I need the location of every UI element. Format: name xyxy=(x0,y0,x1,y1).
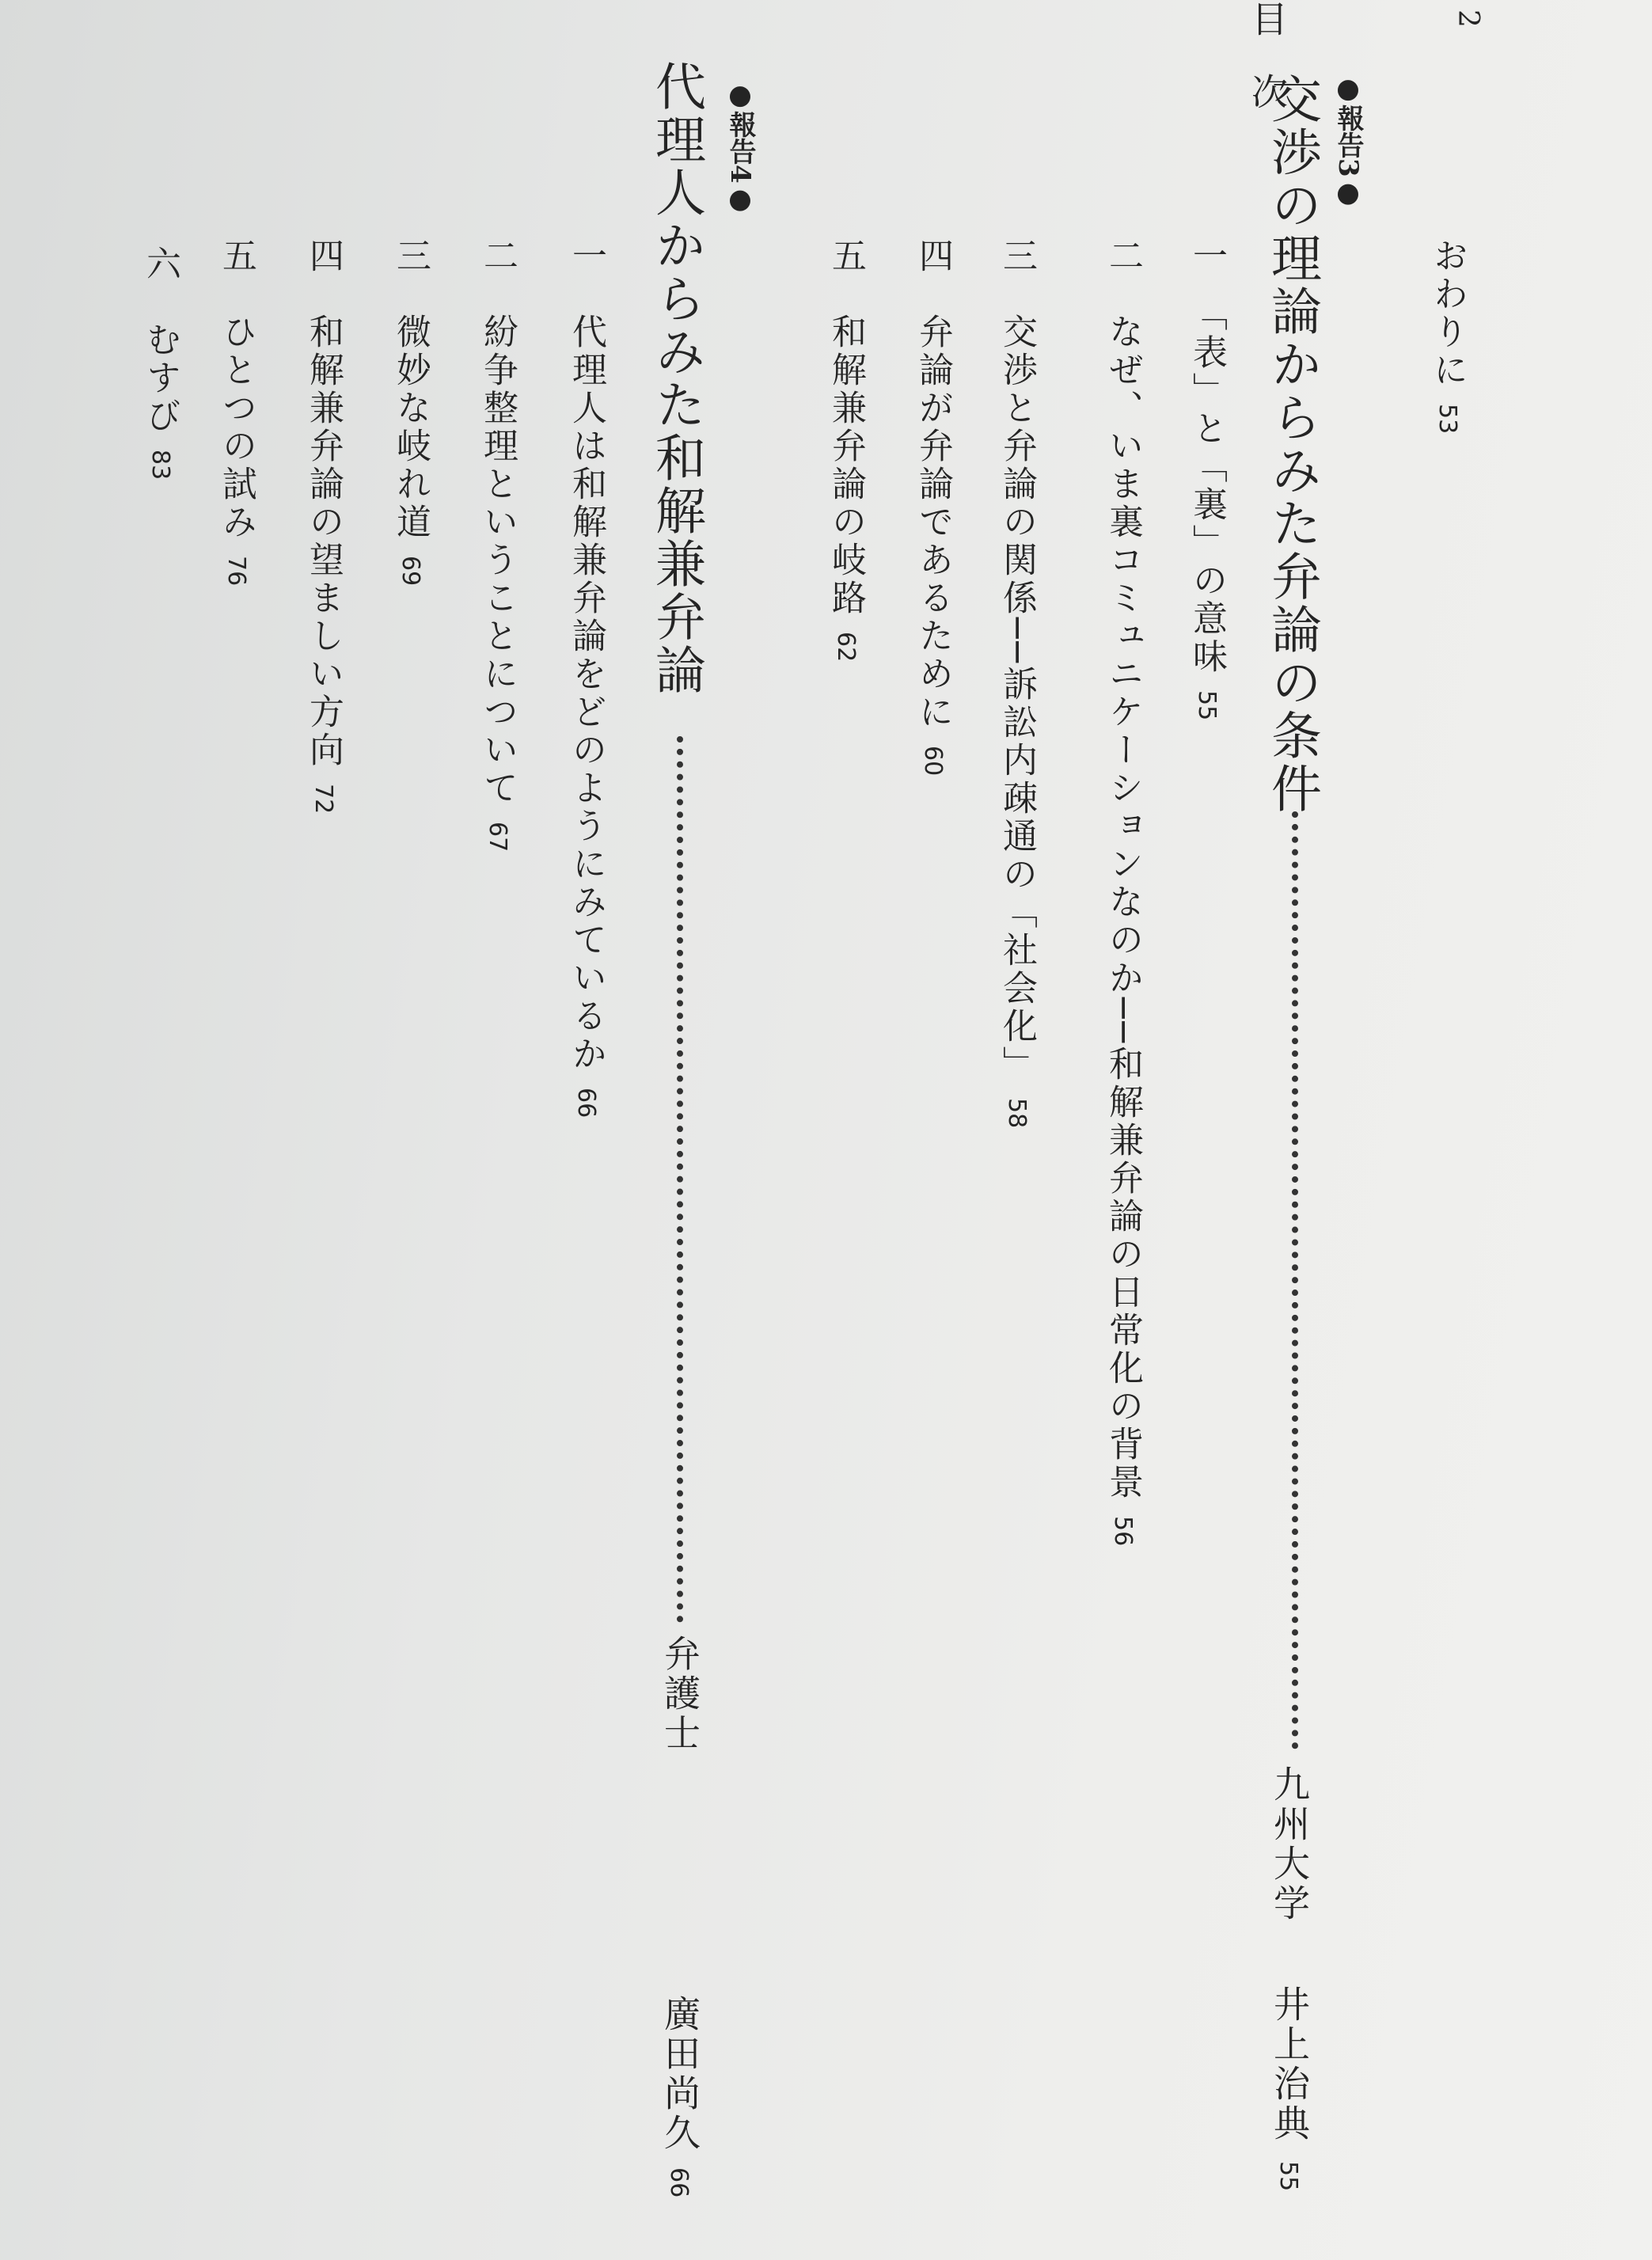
item-text: ひとつの試み xyxy=(216,313,256,541)
item-number: 一 xyxy=(1187,237,1227,275)
running-title: 目 次 xyxy=(1246,0,1289,109)
toc-item-text: おわりに xyxy=(1427,237,1468,389)
item-number: 三 xyxy=(390,237,431,275)
item-page: 67 xyxy=(484,822,511,853)
item-number: 四 xyxy=(913,237,953,275)
report3-affiliation: 九州大学 xyxy=(1268,1765,1311,1924)
report3-page: 55 xyxy=(1274,2161,1302,2192)
report4-label: ●報告4● xyxy=(724,79,756,215)
item-page: 76 xyxy=(222,556,250,587)
report4-page: 66 xyxy=(665,2167,693,2198)
item-page: 83 xyxy=(146,450,174,480)
item-page: 69 xyxy=(397,556,424,587)
item-text: 微妙な岐れ道 xyxy=(390,313,431,541)
item-page: 55 xyxy=(1193,690,1221,721)
item-text: 「表」と「裏」の意味 xyxy=(1187,313,1227,676)
item-page: 66 xyxy=(572,1088,600,1119)
item-number: 二 xyxy=(477,237,518,275)
report4-item-3 xyxy=(390,237,431,587)
report3-author: 井上治典 xyxy=(1268,1985,1311,2144)
report3-item-5 xyxy=(826,237,866,663)
report4-item-1 xyxy=(566,237,606,1119)
report3-item-1 xyxy=(1187,237,1227,721)
item-text: 和解兼弁論の岐路 xyxy=(826,313,866,617)
item-text: 代理人は和解兼弁論をどのようにみているか xyxy=(566,313,606,1073)
item-page: 62 xyxy=(832,632,860,663)
item-page: 58 xyxy=(1003,1097,1031,1129)
report4-author: 廣田尚久 xyxy=(659,1995,701,2153)
item-number: 三 xyxy=(997,237,1037,275)
item-text: 交渉と弁論の関係──訴訟内疎通の「社会化」 xyxy=(997,313,1037,1084)
item-page: 56 xyxy=(1109,1515,1137,1547)
item-text: 和解兼弁論の望ましい方向 xyxy=(303,313,344,769)
item-number: 二 xyxy=(1103,237,1143,275)
item-number: 六 xyxy=(140,245,180,283)
item-text: 紛争整理ということについて xyxy=(477,313,518,807)
item-text: なぜ、いま裏コミュニケーションなのか──和解兼弁論の日常化の背景 xyxy=(1103,313,1143,1502)
report4-affiliation: 弁護士 xyxy=(659,1635,701,1753)
report4-title: 代理人からみた和解兼弁論 xyxy=(647,60,705,697)
item-number: 一 xyxy=(566,237,606,275)
item-number: 四 xyxy=(303,237,344,275)
report3-leader-dots xyxy=(1292,811,1298,1749)
item-page: 60 xyxy=(919,746,947,777)
item-number: 五 xyxy=(826,237,866,275)
item-text: 弁論が弁論であるために xyxy=(913,313,953,731)
report4-item-5 xyxy=(216,237,256,587)
report3-item-3 xyxy=(997,237,1037,1129)
report4-item-2 xyxy=(477,237,518,853)
report3-item-2 xyxy=(1103,237,1143,1547)
report4-leader-dots xyxy=(677,736,683,1623)
report3-item-4 xyxy=(913,237,953,777)
item-number: 五 xyxy=(216,237,256,275)
item-page: 72 xyxy=(310,784,337,815)
item-text: むすび xyxy=(140,321,180,435)
report3-label: ●報告3● xyxy=(1332,73,1364,209)
report4-item-4 xyxy=(303,237,344,815)
report3-title: 交渉の理論からみた弁論の条件 xyxy=(1263,73,1321,815)
report4-item-6 xyxy=(140,245,180,480)
page-number: 2 xyxy=(1452,9,1484,28)
toc-item-page: 53 xyxy=(1434,404,1461,435)
toc-item-owarini xyxy=(1427,237,1468,435)
